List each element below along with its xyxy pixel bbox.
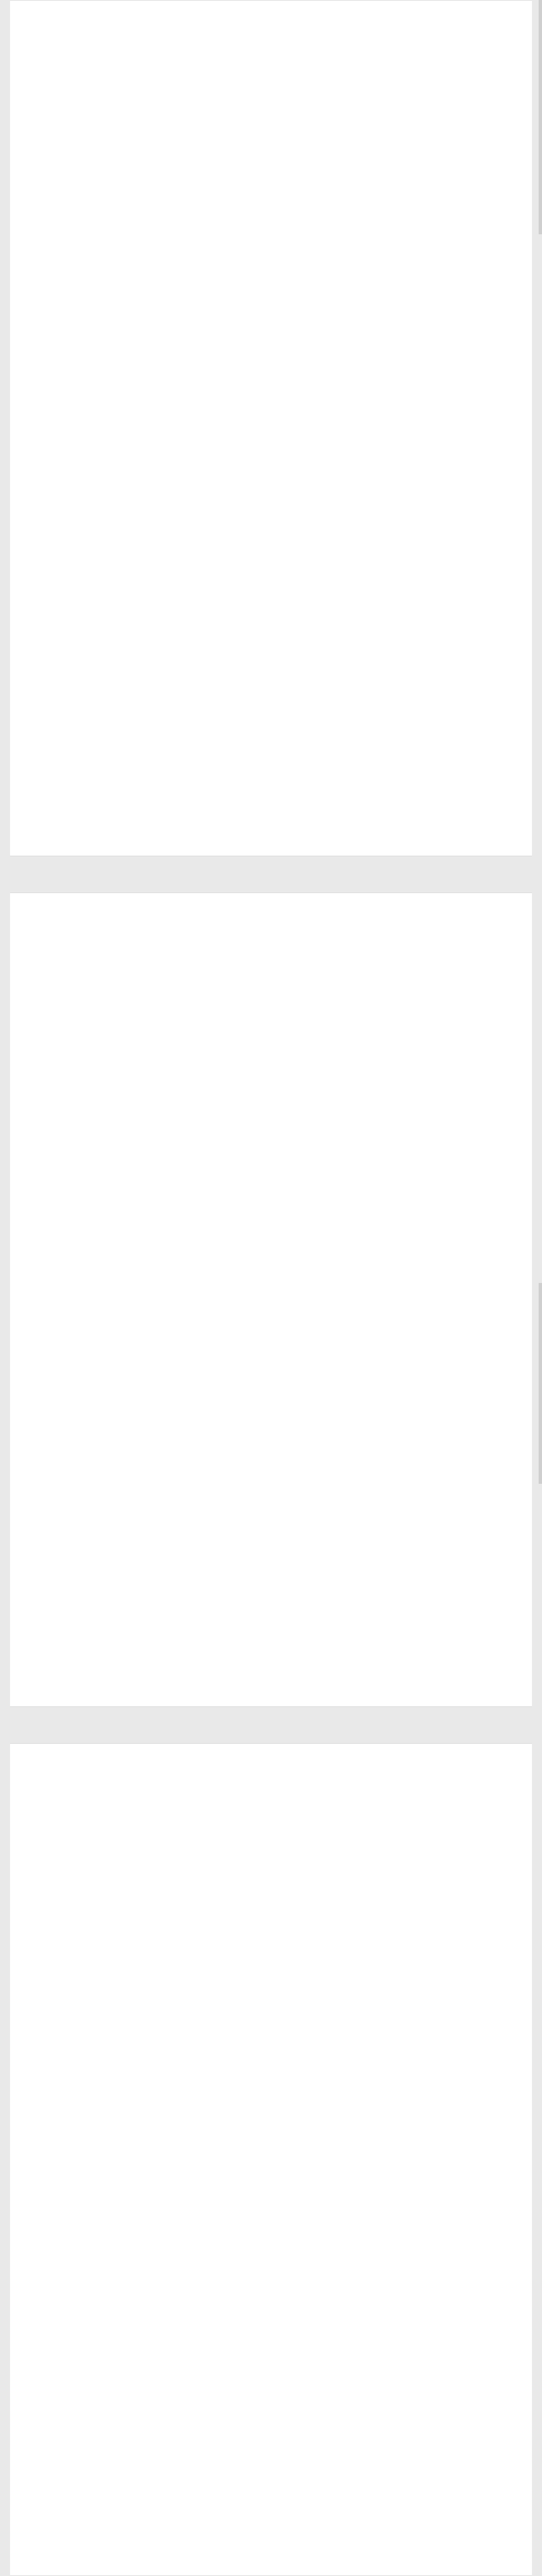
post-text-line	[27, 44, 519, 63]
post-text-line	[27, 2432, 519, 2451]
post-text-line	[27, 2527, 519, 2546]
post-text-line	[27, 1012, 519, 1031]
post-text-line	[27, 253, 519, 272]
post-text-line	[27, 1335, 519, 1354]
post-text-line	[27, 993, 519, 1012]
post-text-line	[27, 670, 519, 689]
post-text-line	[27, 1768, 519, 1787]
post-text-line	[27, 348, 519, 366]
post-text-line	[27, 101, 519, 120]
post-text-line	[27, 480, 519, 499]
post-text-line	[27, 2299, 519, 2318]
post-text-line	[27, 1958, 519, 1977]
post-text-line	[27, 1939, 519, 1958]
post-text-line	[27, 918, 519, 937]
post-text-line	[27, 1901, 519, 1920]
post-text-line	[27, 404, 519, 423]
post-text-line	[27, 2186, 519, 2204]
post-text-line	[27, 1031, 519, 1050]
post-text-line	[27, 1825, 519, 1844]
post-text-line	[27, 1749, 519, 1768]
post-text-line	[27, 1392, 519, 1411]
post-text-line	[27, 1619, 519, 1638]
post-text-line	[27, 1050, 519, 1069]
post-text-line	[27, 1562, 519, 1581]
post-text-line	[27, 2356, 519, 2375]
post-text-line	[27, 1468, 519, 1487]
post-text-line	[27, 215, 519, 234]
post-text-line	[27, 1543, 519, 1562]
post-text-line	[27, 442, 519, 461]
post-text-line	[27, 727, 519, 746]
post-text-line	[27, 2394, 519, 2413]
post-text-line	[27, 1920, 519, 1939]
post-text-line	[27, 1069, 519, 1088]
post-text-line	[27, 1525, 519, 1543]
post-text-line	[27, 1164, 519, 1183]
post-text-line	[27, 1107, 519, 1126]
post-text-line	[27, 6, 519, 25]
post-text-line	[27, 291, 519, 310]
post-text-line	[27, 1316, 519, 1335]
post-text-line	[27, 1259, 519, 1278]
post-card	[10, 893, 532, 1707]
post-text-line	[27, 2451, 519, 2470]
post-text-line	[27, 366, 519, 385]
post-text-line	[27, 518, 519, 537]
post-text-line	[27, 499, 519, 518]
post-text-line	[27, 1882, 519, 1901]
post-text-line	[27, 956, 519, 975]
post-text-line	[27, 2204, 519, 2223]
post-text-line	[27, 2489, 519, 2508]
post-text-line	[27, 1600, 519, 1619]
post-text-line	[27, 2261, 519, 2280]
post-text-line	[27, 1373, 519, 1392]
post-text-line	[27, 461, 519, 480]
post-text-line	[27, 937, 519, 956]
post-text-line	[27, 1088, 519, 1107]
post-text-line	[27, 1449, 519, 1468]
post-text-line	[27, 1297, 519, 1316]
post-text-line	[27, 139, 519, 158]
post-text-line	[27, 1221, 519, 1240]
post-text-line	[27, 1487, 519, 1506]
post-text-line	[27, 1240, 519, 1259]
post-text-line	[27, 613, 519, 632]
post-text-line	[27, 2413, 519, 2432]
post-text-line	[27, 2375, 519, 2394]
post-text-line	[27, 1430, 519, 1449]
post-text-line	[27, 765, 519, 784]
post-text-line	[27, 2167, 519, 2186]
post-text-line	[27, 310, 519, 329]
post-text-line	[27, 63, 519, 82]
post-text-line	[27, 1278, 519, 1297]
post-text-line	[27, 1354, 519, 1373]
post-text-line	[27, 1126, 519, 1145]
post-text-line	[27, 1581, 519, 1600]
post-text-line	[27, 272, 519, 291]
post-text-line	[27, 2223, 519, 2242]
post-text-line	[27, 1806, 519, 1825]
post-text-line	[27, 2508, 519, 2527]
post-text-line	[27, 803, 519, 822]
scroll-indicator	[539, 0, 542, 234]
post-text-line	[27, 689, 519, 708]
post-text-line	[27, 2091, 519, 2110]
post-text-line	[27, 177, 519, 196]
post-text-line	[27, 158, 519, 177]
post-text-line	[27, 2015, 519, 2034]
post-text-line	[27, 2148, 519, 2167]
post-text-line	[27, 1657, 519, 1676]
post-text-line	[27, 82, 519, 101]
post-text-line	[27, 2318, 519, 2337]
post-text-line	[27, 1863, 519, 1882]
post-text-line	[27, 594, 519, 613]
post-text-line	[27, 784, 519, 803]
post-text-line	[27, 2337, 519, 2356]
post-text-line	[27, 1202, 519, 1221]
post-text-line	[27, 2242, 519, 2261]
post-card	[10, 0, 532, 856]
post-text-line	[27, 575, 519, 594]
post-text-line	[27, 746, 519, 765]
post-text-line	[27, 537, 519, 556]
post-text-line	[27, 1996, 519, 2015]
post-text-line	[27, 196, 519, 215]
post-text-line	[27, 2034, 519, 2053]
post-text-line	[27, 651, 519, 670]
post-text-line	[27, 423, 519, 442]
post-text-line	[27, 1411, 519, 1430]
post-text-line	[27, 2280, 519, 2299]
post-text-line	[27, 2053, 519, 2072]
post-text-line	[27, 2470, 519, 2489]
scroll-indicator	[539, 1283, 542, 1484]
post-text-line	[27, 1844, 519, 1863]
post-text-line	[27, 329, 519, 348]
post-text-line	[27, 234, 519, 253]
post-text-line	[27, 1183, 519, 1202]
post-card	[10, 1743, 532, 2576]
post-text-line	[27, 708, 519, 727]
post-text-line	[27, 1787, 519, 1806]
post-text-line	[27, 120, 519, 139]
post-text-line	[27, 2110, 519, 2129]
post-text-line	[27, 1977, 519, 1996]
post-text-line	[27, 632, 519, 651]
post-text-line	[27, 25, 519, 44]
post-text-line	[27, 556, 519, 575]
post-text-line	[27, 385, 519, 404]
post-text-line	[27, 1145, 519, 1164]
post-text-line	[27, 1506, 519, 1525]
post-text-line	[27, 2072, 519, 2091]
post-text-line	[27, 2129, 519, 2148]
post-text-line	[27, 1638, 519, 1657]
post-text-line	[27, 899, 519, 918]
post-text-line	[27, 975, 519, 993]
